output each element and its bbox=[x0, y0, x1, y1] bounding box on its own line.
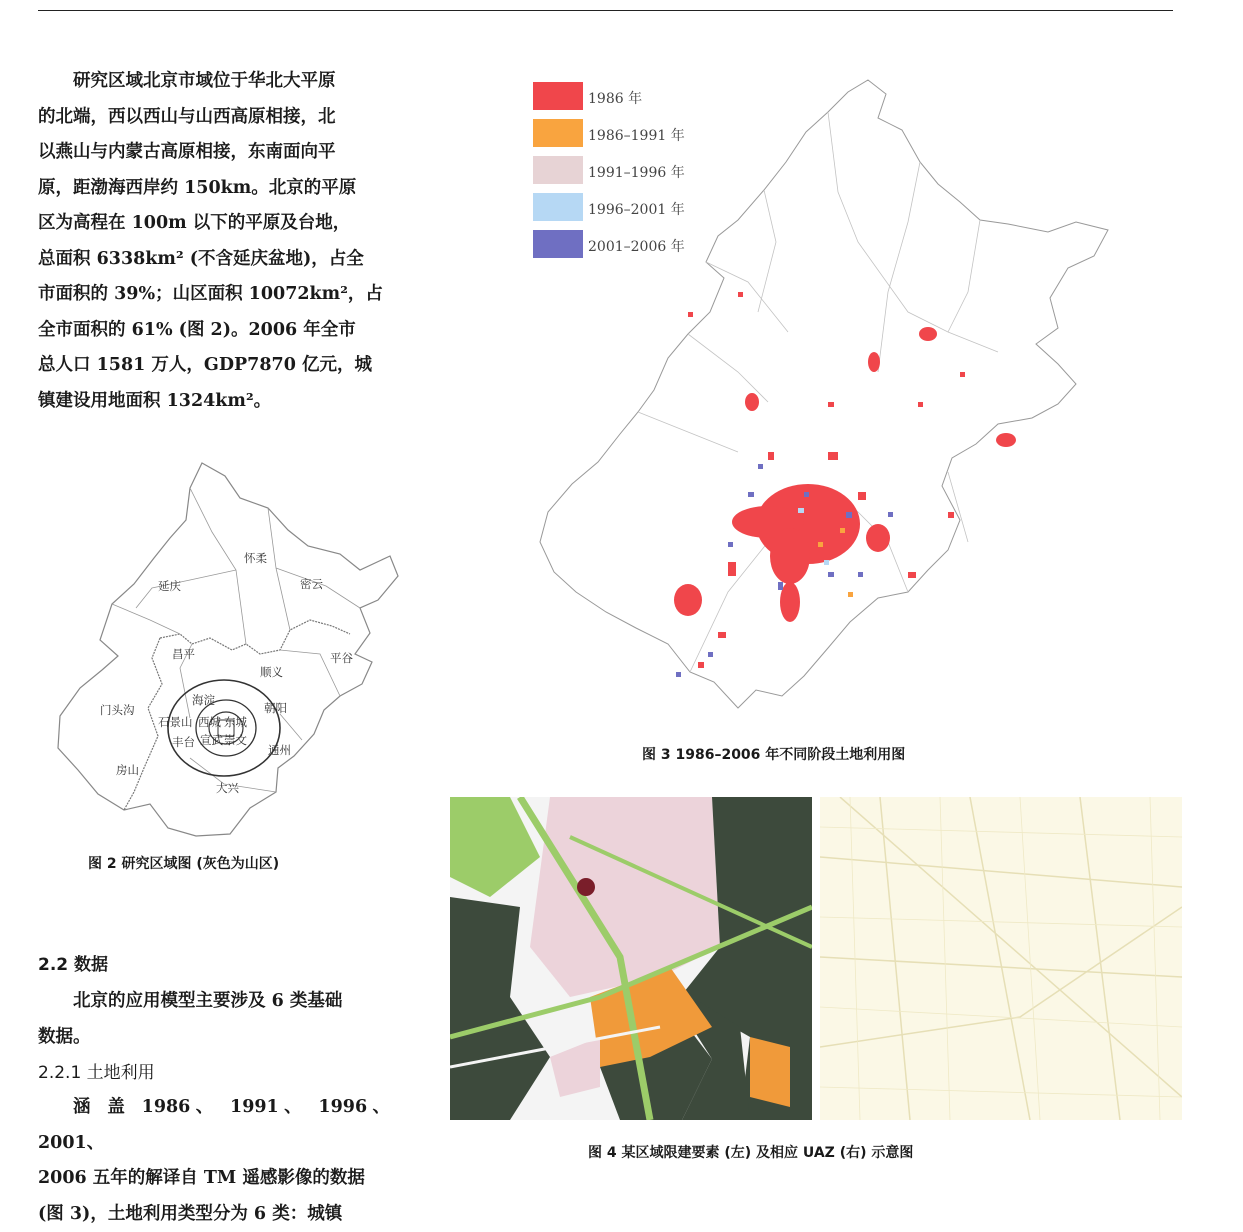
district-label: 通州 bbox=[268, 743, 291, 757]
restriction-elements-map bbox=[450, 797, 812, 1120]
district-label: 东城 bbox=[224, 715, 247, 729]
district-label: 顺义 bbox=[260, 665, 283, 679]
district-label: 西城 bbox=[198, 715, 221, 729]
intro-line: 以燕山与内蒙古高原相接，东南面向平 bbox=[38, 135, 390, 171]
subsection-heading: 2.2.1 土地利用 bbox=[38, 1058, 155, 1083]
district-label: 门头沟 bbox=[100, 703, 135, 717]
legend-label: 1986–1991 年 bbox=[588, 125, 685, 145]
top-rule bbox=[38, 10, 1173, 11]
intro-line: 的北端，西以西山与山西高原相接，北 bbox=[38, 100, 390, 136]
legend-label: 1996–2001 年 bbox=[588, 199, 685, 219]
intro-line: 区为高程在 100m 以下的平原及台地， bbox=[38, 206, 390, 242]
district-label: 朝阳 bbox=[264, 701, 287, 715]
intro-line: 原，距渤海西岸约 150km。北京的平原 bbox=[38, 171, 390, 207]
district-label: 丰台 bbox=[172, 735, 195, 749]
legend-label: 1991–1996 年 bbox=[588, 162, 685, 182]
location-marker bbox=[577, 878, 595, 896]
intro-line: 总面积 6338km² (不含延庆盆地)，占全 bbox=[38, 242, 390, 278]
intro-paragraph bbox=[38, 64, 390, 419]
district-label: 密云 bbox=[300, 577, 323, 591]
district-label: 怀柔 bbox=[244, 551, 267, 565]
intro-line: 研究区域北京市域位于华北大平原 bbox=[38, 64, 390, 100]
intro-line: 镇建设用地面积 1324km²。 bbox=[38, 384, 390, 420]
legend-label: 1986 年 bbox=[588, 88, 642, 108]
district-label: 宣武 bbox=[200, 733, 223, 747]
fig2-caption: 图 2 研究区域图 (灰色为山区) bbox=[88, 853, 279, 873]
legend-swatch bbox=[533, 230, 583, 258]
legend-swatch bbox=[533, 119, 583, 147]
section-body bbox=[38, 984, 390, 1055]
study-area-map bbox=[40, 458, 400, 838]
legend-swatch bbox=[533, 193, 583, 221]
body-line: (图 3)，土地利用类型分为 6 类：城镇 bbox=[38, 1197, 390, 1232]
district-label: 大兴 bbox=[216, 781, 239, 795]
fig4-caption: 图 4 某区域限建要素 (左) 及相应 UAZ (右) 示意图 bbox=[588, 1142, 913, 1162]
body-line: 数据。 bbox=[38, 1020, 390, 1056]
uaz-map bbox=[820, 797, 1182, 1120]
district-label: 石景山 bbox=[158, 715, 193, 729]
district-label: 平谷 bbox=[330, 651, 353, 665]
district-label: 海淀 bbox=[192, 693, 215, 707]
body-line: 2006 五年的解译自 TM 遥感影像的数据 bbox=[38, 1161, 390, 1197]
legend-swatch bbox=[533, 82, 583, 110]
subsection-body bbox=[38, 1090, 390, 1232]
section-heading: 2.2 数据 bbox=[38, 950, 108, 975]
intro-line: 全市面积的 61% (图 2)。2006 年全市 bbox=[38, 313, 390, 349]
legend-label: 2001–2006 年 bbox=[588, 236, 685, 256]
body-line: 北京的应用模型主要涉及 6 类基础 bbox=[38, 984, 390, 1020]
intro-line: 总人口 1581 万人，GDP7870 亿元，城 bbox=[38, 348, 390, 384]
district-label: 延庆 bbox=[158, 579, 181, 593]
intro-line: 市面积的 39%；山区面积 10072km²，占 bbox=[38, 277, 390, 313]
district-label: 崇文 bbox=[224, 733, 247, 747]
fig3-caption: 图 3 1986–2006 年不同阶段土地利用图 bbox=[642, 744, 905, 764]
body-line: 涵 盖 1986、 1991、 1996、 2001、 bbox=[38, 1090, 390, 1161]
district-label: 房山 bbox=[116, 763, 139, 777]
legend-swatch bbox=[533, 156, 583, 184]
district-label: 昌平 bbox=[172, 647, 195, 661]
